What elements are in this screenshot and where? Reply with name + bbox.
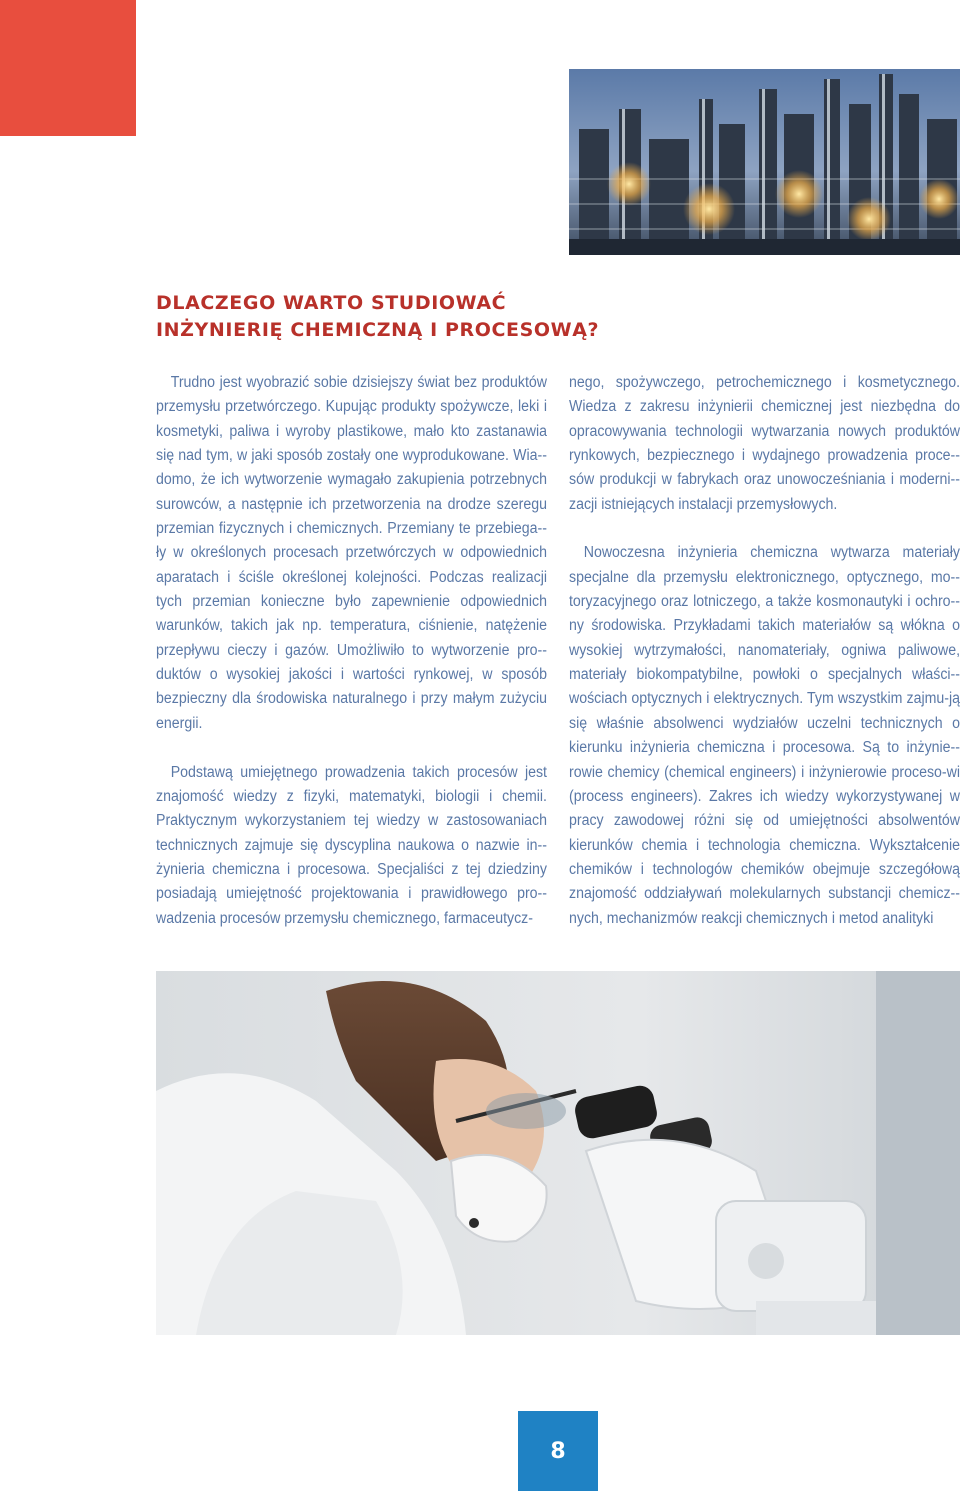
corner-accent-block — [0, 0, 136, 136]
right-paragraph-1: nego, spożywczego, petrochemicznego i kosmetycznego. Wiedza z zakresu inżynierii chemicznej jest niezbędna do opracowywania technologii wytwarzania nowych produktów rynkowych, bezpiecznego i wydajnego prowadzenia proce-sów produkcji w fabrykach oraz unowocześniania i moderni-zacji istniejących instalacji przemysłowych. — [569, 374, 960, 513]
heading-line-2: INŻYNIERIĘ CHEMICZNĄ I PROCESOWĄ? — [156, 319, 600, 341]
left-paragraph-2: Podstawą umiejętnego prowadzenia takich procesów jest znajomość wiedzy z fizyki, matematyki, biologii i chemii. Praktycznym wykorzystaniem tej wiedzy w zastosowaniach technicznych zajmuje się dyscyplina naukowa o nazwie in-żynieria chemiczna i procesowa. Specjaliści z tej dziedziny posiadają umiejętność projektowania i prawidłowego pro-wadzenia procesów przemysłu chemicznego, farmaceutycz- — [156, 763, 547, 927]
section-heading — [156, 290, 796, 344]
left-text-column — [156, 371, 547, 955]
right-text-column — [569, 371, 960, 955]
refinery-illustration — [569, 69, 960, 255]
lab-photo — [156, 971, 960, 1335]
page-number: 8 — [550, 1438, 566, 1464]
refinery-photo — [569, 69, 960, 255]
lab-scientist-illustration — [156, 971, 960, 1335]
left-paragraph-1: Trudno jest wyobrazić sobie dzisiejszy świat bez produktów przemysłu przetwórczego. Kupując produkty spożywcze, leki i kosmetyki, paliwa i wyroby plastikowe, mało kto zastanawia się nad tym, w jaki sposób zostały one wyprodukowane. Wia-domo, że ich wytworzenie wymagało zakupienia potrzebnych surowców, a następnie ich przetworzenia na drodze szeregu przemian fizycznych i chemicznych. Przemiany te przebiega-ły w określonych procesach przetwórczych w odpowiednich aparatach i ściśle określonej kolejności. Podczas realizacji tych przemian konieczne było zapewnienie odpowiednich warunków, takich jak np. temperatura, ciśnienie, natężenie przepływu cieczy i gazów. Umożliwiło to wytworzenie pro-duktów o wysokiej jakości i wartości rynkowej, w sposób bezpieczny dla środowiska naturalnego i przy małym zużyciu energii. — [156, 374, 547, 732]
right-paragraph-2: Nowoczesna inżynieria chemiczna wytwarza materiały specjalne dla przemysłu elektronicznego, optycznego, mo-toryzacyjnego oraz lotniczego, a także kosmonautyki i ochro-ny środowiska. Przykładami takich materiałów są włókna o wysokiej wytrzymałości, nanomateriały, ogniwa paliwowe, materiały biokompatybilne, powłoki o specjalnych właści-wościach optycznych i elektrycznych. Tym wszystkim zajmu-ją się właśnie absolwenci wydziałów uczelni technicznych o kierunku inżynieria chemiczna i procesowa. Są to inżynie-rowie chemicy (chemical engineers) i inżynierowie proceso-wi (process engineers). Zakres ich wiedzy wykorzystywanej w pracy zawodowej różni się od umiejętności absolwentów kierunków chemia i technologia chemiczna. Wykształcenie chemików i technologów chemików obejmuje szczegółową znajomość oddziaływań molekularnych substancji chemicz-nych, mechanizmów reakcji chemicznych i metod analityki — [569, 544, 960, 927]
heading-line-1: DLACZEGO WARTO STUDIOWAĆ — [156, 292, 507, 314]
page-number-box — [518, 1411, 598, 1491]
